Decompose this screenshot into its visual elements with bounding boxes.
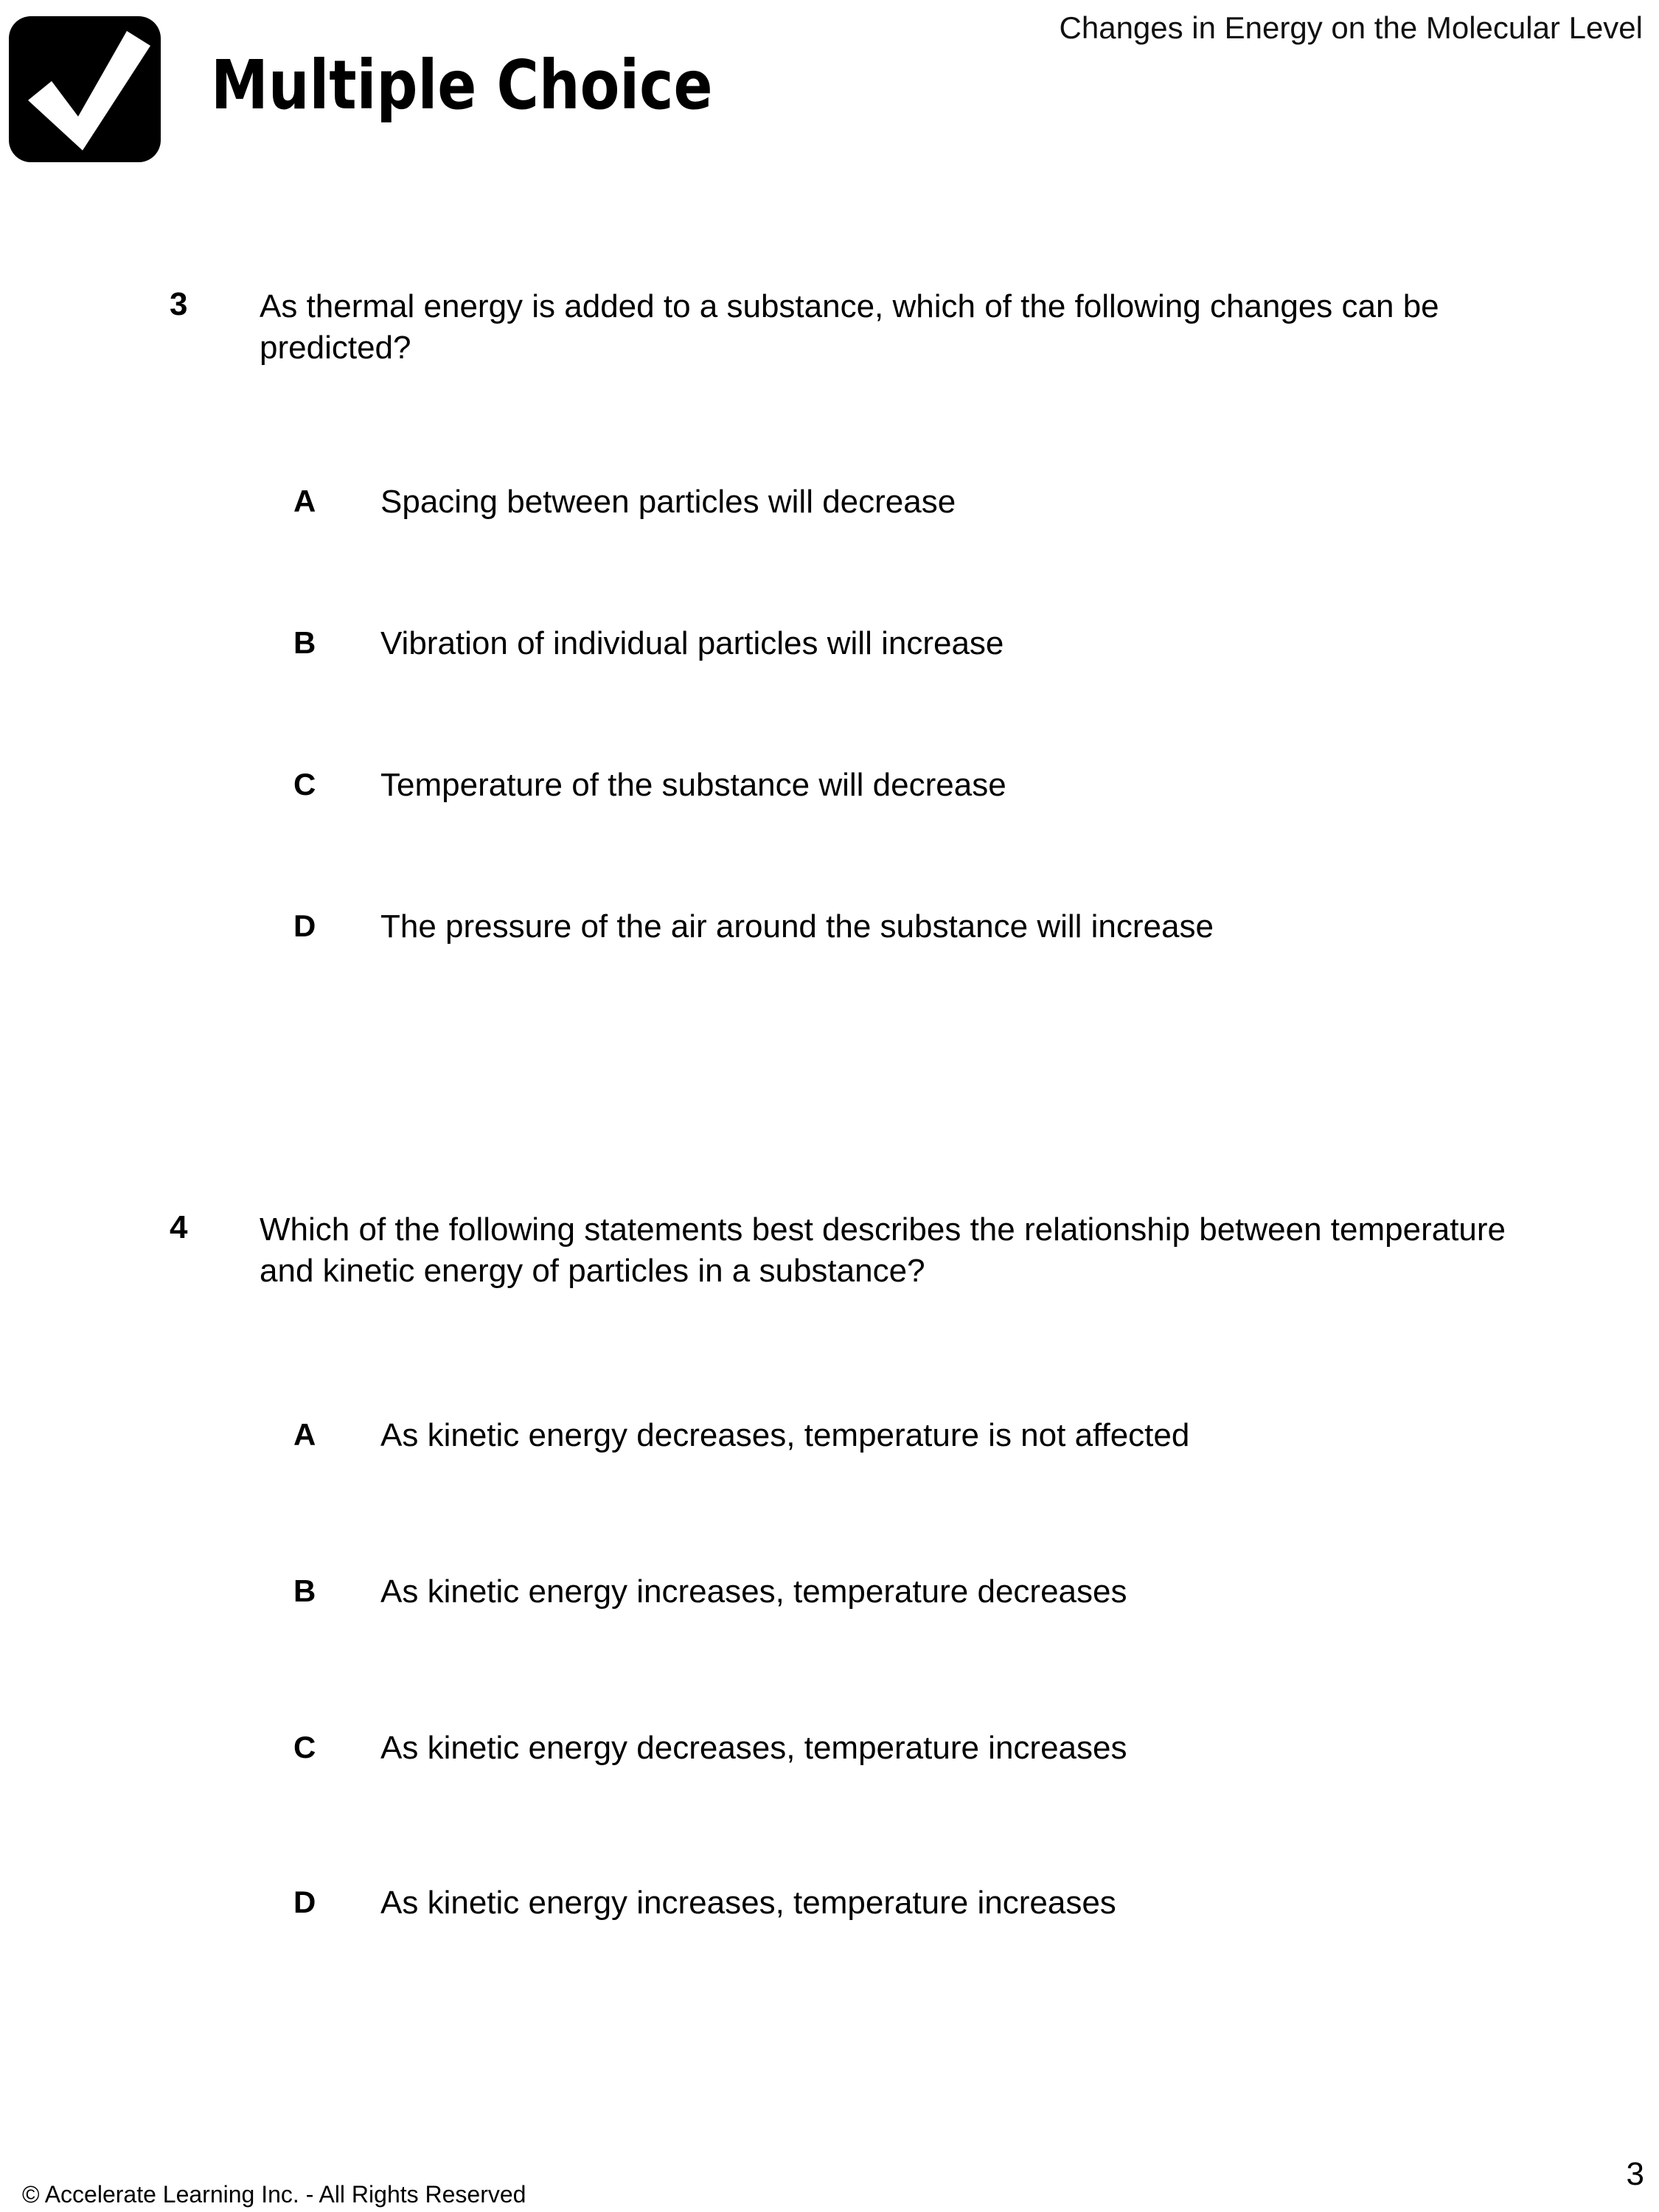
question-number: 3: [170, 286, 188, 322]
option-letter: A: [293, 1417, 316, 1452]
option-text: Vibration of individual particles will increase: [380, 625, 1004, 661]
option-text: The pressure of the air around the substance will increase: [380, 908, 1214, 945]
worksheet-title: Changes in Energy on the Molecular Level: [1059, 10, 1643, 45]
copyright-notice: © Accelerate Learning Inc. - All Rights Reserved: [22, 2181, 526, 2208]
option-letter: B: [293, 1573, 316, 1608]
option-letter: D: [293, 908, 316, 943]
answer-option-c[interactable]: [293, 1730, 1547, 1774]
question-number: 4: [170, 1209, 188, 1245]
section-heading: Multiple Choice: [211, 46, 713, 125]
answer-option-b[interactable]: [293, 625, 1547, 669]
checkmark-icon: [6, 13, 164, 165]
answer-option-a[interactable]: [293, 1417, 1547, 1461]
answer-option-c[interactable]: [293, 767, 1547, 811]
option-text: As kinetic energy decreases, temperature increases: [380, 1730, 1127, 1766]
page-number: 3: [1626, 2156, 1644, 2192]
option-letter: B: [293, 625, 316, 660]
option-text: Temperature of the substance will decrease: [380, 767, 1006, 803]
option-text: As kinetic energy increases, temperature decreases: [380, 1573, 1127, 1610]
option-letter: C: [293, 767, 316, 801]
option-text: As kinetic energy decreases, temperature is not affected: [380, 1417, 1190, 1453]
option-letter: D: [293, 1885, 316, 1919]
question-text: As thermal energy is added to a substance, which of the following changes can be predicted?: [260, 288, 1439, 366]
answer-option-d[interactable]: [293, 908, 1547, 953]
option-letter: A: [293, 484, 316, 518]
answer-option-b[interactable]: [293, 1573, 1547, 1618]
answer-option-d[interactable]: [293, 1885, 1547, 1929]
answer-option-a[interactable]: [293, 484, 1547, 528]
option-text: As kinetic energy increases, temperature increases: [380, 1885, 1116, 1921]
question-text: Which of the following statements best describes the relationship between temperature and kinetic energy of particles in a substance?: [260, 1211, 1506, 1289]
option-letter: C: [293, 1730, 316, 1764]
option-text: Spacing between particles will decrease: [380, 484, 956, 520]
